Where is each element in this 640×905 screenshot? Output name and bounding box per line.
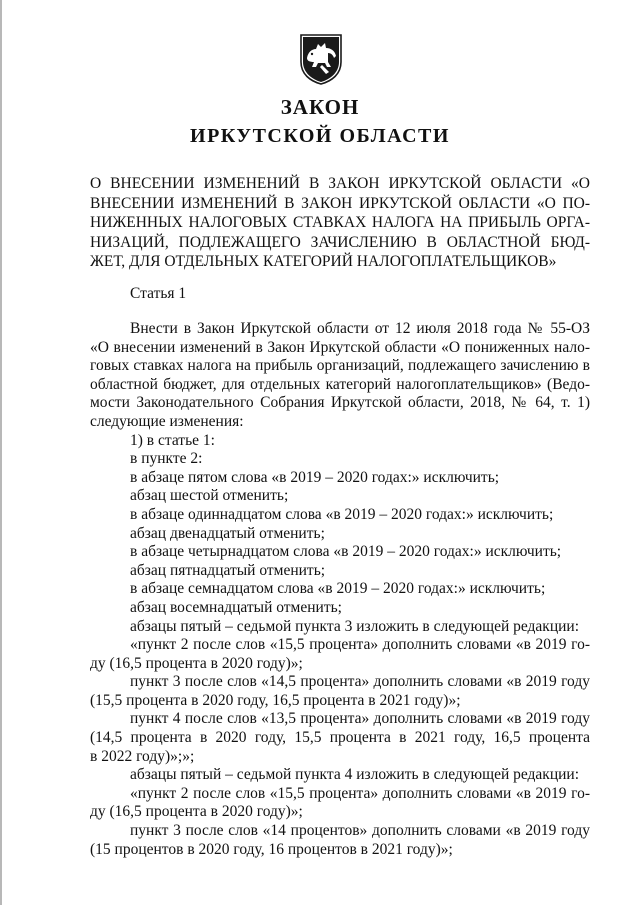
body-line: абзац пятнадцатый отменить; [130,561,326,579]
law-heading [90,174,590,272]
body-line: абзацы пятый – седьмой пункта 3 изложить в следующей редакции: [130,617,580,635]
body-line: Внести в Закон Иркутской области от 12 июля 2018 года № 55-ОЗ [130,320,590,337]
coat-of-arms-icon [298,32,344,86]
body-line: в абзаце пятом слова «в 2019 – 2020 годах:» исключить; [130,468,500,486]
body-line: абзац двенадцатый отменить; [130,524,325,542]
body-line: пункт 4 после слов «13,5 процента» дополнить словами «в 2019 году [130,710,590,728]
body-line: (15 процентов в 2020 году, 16 процентов в 2021 году)»; [90,840,453,858]
body-line: абзац шестой отменить; [130,487,289,505]
body-line: в пункте 2: [130,450,203,468]
body-line: в абзаце четырнадцатом слова «в 2019 – 2020 годах:» исключить; [130,543,562,561]
heading-line: ВНЕСЕНИИ ИЗМЕНЕНИЙ В ЗАКОН ИРКУТСКОЙ ОБЛАСТИ «О ПО- [90,194,590,212]
heading-line: НИЖЕННЫХ НАЛОГОВЫХ СТАВКАХ НАЛОГА НА ПРИБЫЛЬ ОРГА- [90,214,590,232]
heading-line: ЖЕТ, ДЛЯ ОТДЕЛЬНЫХ КАТЕГОРИЙ НАЛОГОПЛАТЕЛЬЩИКОВ» [90,253,557,271]
body-line: мости Законодательного Собрания Иркутской области, 2018, № 64, т. 1) [90,394,590,412]
document-title-line2: ИРКУТСКОЙ ОБЛАСТИ [190,125,450,147]
article-label: Статья 1 [130,285,187,302]
body-line: областной бюджет, для отдельных категорий налогоплательщиков» (Ведо- [90,375,590,393]
body-line: абзацы пятый – седьмой пункта 4 изложить в следующей редакции: [130,766,580,784]
heading-line: НИЗАЦИЙ, ПОДЛЕЖАЩЕГО ЗАЧИСЛЕНИЮ В ОБЛАСТНОЙ БЮД- [90,233,590,251]
body-line: в 2022 году)»;»; [90,747,195,765]
body-line: пункт 3 после слов «14 процентов» дополнить словами «в 2019 году [130,822,590,840]
body-line: (14,5 процента в 2020 году, 15,5 процента в 2021 году, 16,5 процента [90,729,590,747]
body-line: в абзаце одиннадцатом слова «в 2019 – 2020 годах:» исключить; [130,505,554,523]
body-line: следующие изменения: [90,412,244,430]
article-body [90,320,590,859]
document-title-line1: ЗАКОН [280,95,360,119]
body-line: говых ставках налога на прибыль организаций, подлежащего зачислению в [90,357,590,375]
body-line: «пункт 2 после слов «15,5 процента» дополнить словами «в 2019 го- [130,784,590,802]
body-line: «О внесении изменений в Закон Иркутской области «О пониженных нало- [90,338,590,356]
body-line: (15,5 процента в 2020 году, 16,5 процента в 2021 году)»; [90,691,461,709]
body-line: абзац восемнадцатый отменить; [130,598,342,616]
body-line: ду (16,5 процента в 2020 году)»; [90,654,303,672]
body-line: «пункт 2 после слов «15,5 процента» дополнить словами «в 2019 го- [130,636,590,654]
body-line: ду (16,5 процента в 2020 году)»; [90,803,303,821]
body-line: 1) в статье 1: [130,431,215,449]
body-line: пункт 3 после слов «14,5 процента» дополнить словами «в 2019 году [130,673,590,691]
body-line: в абзаце семнадцатом слова «в 2019 – 2020 годах:» исключить; [130,580,546,598]
heading-line: О ВНЕСЕНИИ ИЗМЕНЕНИЙ В ЗАКОН ИРКУТСКОЙ ОБЛАСТИ «О [90,175,590,192]
